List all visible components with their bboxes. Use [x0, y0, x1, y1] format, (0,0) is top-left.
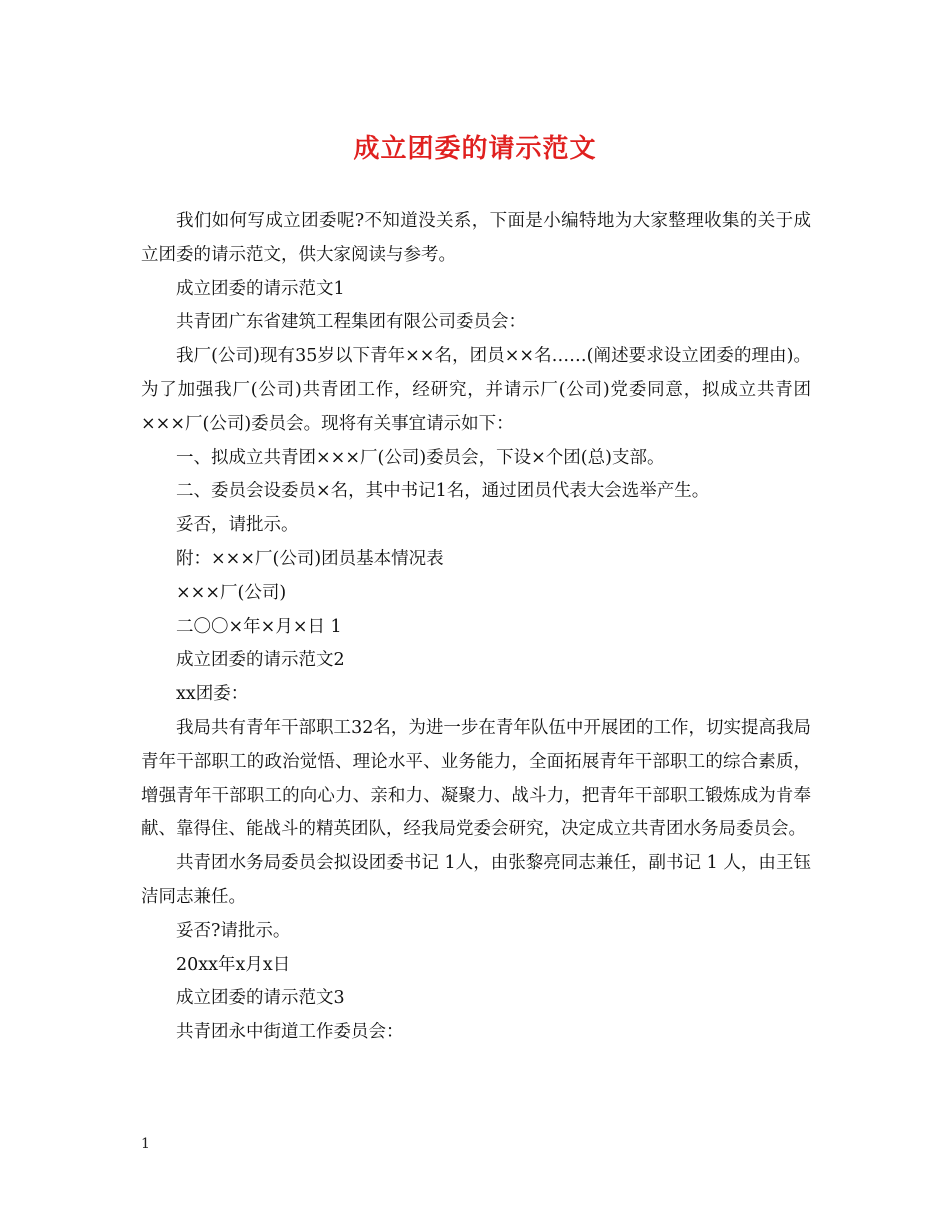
sample-1-signature: ×××厂(公司)	[176, 582, 287, 603]
sample-2-body: 我局共有青年干部职工32名，为进一步在青年队伍中开展团的工作，切实提高我局青年干部职工的政治觉悟、理论水平、业务能力，全面拓展青年干部职工的综合素质，增强青年干部职工的向心力、亲和力、凝聚力、战斗力，把青年干部职工锻炼成为肯奉献、靠得住、能战斗的精英团队，经我局党委会研究，决定成立共青团水务局委员会。	[141, 717, 811, 840]
sample-1-heading: 成立团委的请示范文1	[176, 278, 345, 299]
sample-2-heading: 成立团委的请示范文2	[176, 650, 345, 671]
document-title: 成立团委的请示范文	[353, 134, 597, 164]
document-body	[141, 205, 811, 1050]
sample-1-date: 二〇〇×年×月×日 1	[176, 616, 342, 637]
sample-1-body: 我厂(公司)现有35岁以下青年××名，团员××名……(阐述要求设立团委的理由)。为了加强我厂(公司)共青团工作，经研究，并请示厂(公司)党委同意，拟成立共青团×××厂(公司)委员会。现将有关事宜请示如下：	[141, 346, 811, 434]
sample-1-addressee: 共青团广东省建筑工程集团有限公司委员会：	[176, 312, 526, 333]
sample-2-request: 妥否?请批示。	[176, 920, 291, 941]
sample-2-appointment: 共青团水务局委员会拟设团委书记 1人，由张黎亮同志兼任，副书记 1 人，由王钰洁同志兼任。	[141, 853, 811, 907]
sample-2-addressee: xx团委：	[176, 684, 249, 705]
sample-1-item-1: 一、拟成立共青团×××厂(公司)委员会，下设×个团(总)支部。	[176, 447, 665, 468]
sample-1-attachment: 附：×××厂(公司)团员基本情况表	[176, 548, 444, 569]
sample-2-date: 20xx年x月x日	[176, 954, 291, 975]
sample-3-addressee: 共青团永中街道工作委员会：	[176, 1022, 404, 1043]
sample-1-item-2: 二、委员会设委员×名，其中书记1名，通过团员代表大会选举产生。	[176, 481, 710, 502]
sample-3-heading: 成立团委的请示范文3	[176, 988, 345, 1009]
intro-paragraph: 我们如何写成立团委呢?不知道没关系，下面是小编特地为大家整理收集的关于成立团委的请示范文，供大家阅读与参考。	[141, 211, 811, 265]
sample-1-request: 妥否，请批示。	[176, 515, 299, 536]
page-number: 1	[141, 1136, 150, 1152]
